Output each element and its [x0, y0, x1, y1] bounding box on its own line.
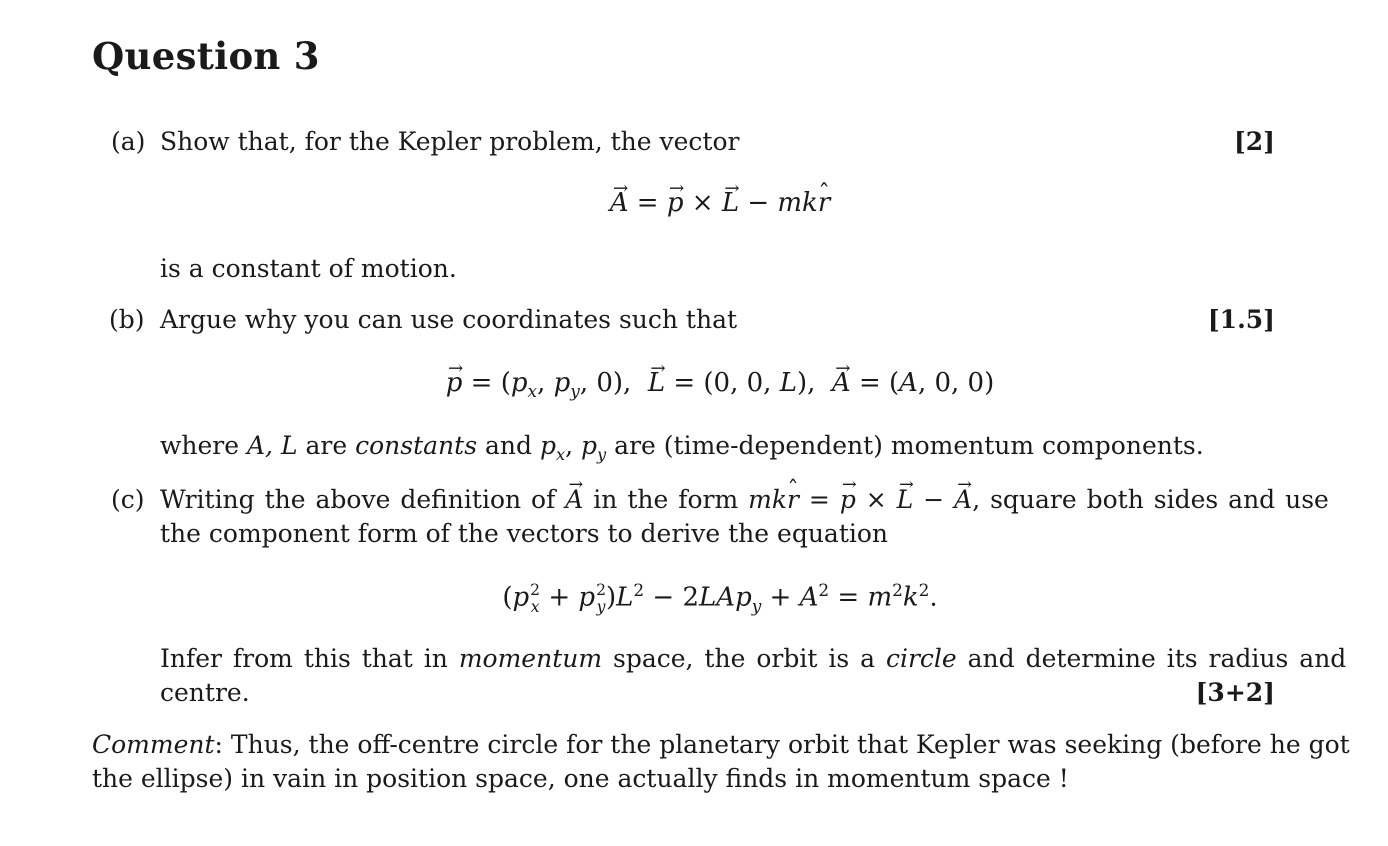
part-a-marks: [2]	[1233, 127, 1275, 156]
comment-text-1: : Thus, the off-centre circle for the planetary orbit that Kepler was seeking (before he got	[214, 730, 1350, 759]
part-b-marks: [1.5]	[1207, 305, 1275, 334]
part-c-text-3: Infer from this that in momentum space, the orbit is a circle and determine its radius and	[160, 644, 1347, 673]
part-a-text-2: is a constant of motion.	[160, 254, 457, 283]
question-title: Question 3	[92, 34, 320, 78]
part-c-text: Writing the above definition of → A in the form mkˆ r = → p × → L − → A, square both sides and use	[160, 487, 1329, 512]
part-a-equation: → A = → p × → L − mkˆ r	[0, 190, 1388, 216]
part-b-equation: → $p = (p_x$, $p_y$, 0), → L = (0, 0, L), → A = (A, 0, 0)	[0, 370, 1388, 400]
comment-label: Comment	[92, 730, 215, 759]
part-b-label: (b)	[109, 305, 145, 334]
part-c-marks: [3+2]	[1195, 678, 1275, 707]
part-b-text: Argue why you can use coordinates such that	[160, 305, 738, 334]
part-a-label: (a)	[111, 127, 146, 156]
comment-line-2: the ellipse) in vain in position space, one actually finds in momentum space !	[92, 764, 1069, 793]
part-a-text: Show that, for the Kepler problem, the vector	[160, 127, 740, 156]
part-b-text-2: where A, L are constants and $p_x$, $p_y$ are (time-dependent) momentum components.	[160, 431, 1204, 464]
part-c-label: (c)	[111, 485, 145, 514]
part-c-equation: (p 2 x + p 2 y )$L^2 - 2LAp_y + A^2 = m^2k^2$.	[502, 580, 938, 616]
part-c-text-2: the component form of the vectors to derive the equation	[160, 519, 889, 548]
comment-line-1	[92, 732, 1350, 757]
part-c-text-4: centre.	[160, 678, 250, 707]
